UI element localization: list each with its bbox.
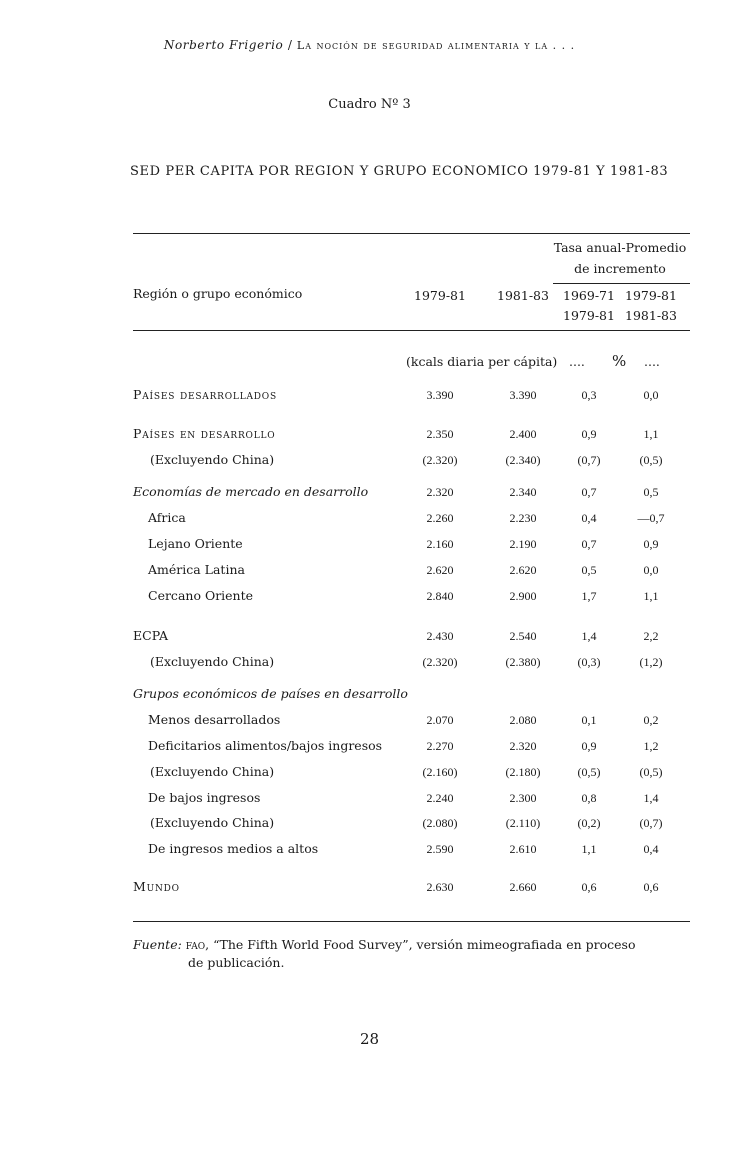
row-value: 3.390 xyxy=(509,388,537,402)
row-value: 1,1 xyxy=(643,589,659,603)
row-label: ECPA xyxy=(133,628,168,643)
row-value: 0,5 xyxy=(581,563,597,577)
row-value: 0,0 xyxy=(643,388,659,402)
row-label: Lejano Oriente xyxy=(148,536,243,551)
row-value: (2.110) xyxy=(505,816,541,830)
row-label: Cercano Oriente xyxy=(148,588,254,603)
row-value: 0,0 xyxy=(643,563,659,577)
row-value: (0,5) xyxy=(639,765,663,779)
row-value: 2.270 xyxy=(426,739,454,753)
row-value: 2.240 xyxy=(426,791,454,805)
row-value: 1,1 xyxy=(643,427,659,441)
row-value: (0,7) xyxy=(639,816,663,830)
row-label: (Excluyendo China) xyxy=(150,452,275,467)
column-header-rate-1-bottom: 1979-81 xyxy=(563,308,615,323)
running-header xyxy=(0,38,739,52)
row-label: (Excluyendo China) xyxy=(150,815,275,830)
row-value: 2.260 xyxy=(426,511,454,525)
row-label: De ingresos medios a altos xyxy=(148,841,319,856)
row-value: 0,4 xyxy=(643,842,659,856)
row-value: 1,7 xyxy=(581,589,597,603)
header-separator: / xyxy=(287,38,293,52)
row-value: 2.590 xyxy=(426,842,454,856)
row-value: 0,9 xyxy=(581,739,597,753)
row-value: (2.160) xyxy=(422,765,458,779)
rate-group-rule xyxy=(553,283,690,284)
row-label: Deficitarios alimentos/bajos ingresos xyxy=(148,738,383,753)
page-number: 28 xyxy=(359,1030,380,1048)
section-heading: Grupos económicos de países en desarrollo xyxy=(133,686,408,701)
row-value: (2.380) xyxy=(505,655,541,669)
column-header-rate-2-bottom: 1981-83 xyxy=(625,308,677,323)
units-dots-right: .... xyxy=(644,354,660,369)
row-label: De bajos ingresos xyxy=(148,790,261,805)
row-value: 2.320 xyxy=(509,739,537,753)
row-value: (0,5) xyxy=(639,453,663,467)
units-percent: % xyxy=(612,352,627,370)
footnote-text-line1: “The Fifth World Food Survey”, versión mimeografiada en proceso xyxy=(213,937,636,952)
row-label: Mundo xyxy=(133,879,180,894)
row-value: 1,4 xyxy=(581,629,597,643)
article-title: La noción de seguridad alimentaria y la . . . xyxy=(296,39,576,52)
source-footnote xyxy=(133,936,693,972)
row-value: 2.300 xyxy=(509,791,537,805)
table-title: SED PER CAPITA POR REGION Y GRUPO ECONOMICO 1979-81 Y 1981-83 xyxy=(130,164,669,179)
row-value: (2.320) xyxy=(422,655,458,669)
row-label: Países en desarrollo xyxy=(133,426,276,441)
row-label: Países desarrollados xyxy=(133,387,277,402)
row-value: 2.350 xyxy=(426,427,454,441)
row-value: 0,7 xyxy=(581,537,597,551)
footnote-text-line2: de publicación. xyxy=(188,955,285,970)
row-value: 2.080 xyxy=(509,713,537,727)
row-value: 0,9 xyxy=(643,537,659,551)
footnote-fao: fao, xyxy=(185,937,210,952)
row-value: 2.070 xyxy=(426,713,454,727)
row-value: 0,6 xyxy=(643,880,659,894)
row-value: (0,2) xyxy=(577,816,601,830)
region-column-header: Región o grupo económico xyxy=(133,286,303,301)
row-value: (0,5) xyxy=(577,765,601,779)
column-header-1981-83: 1981-83 xyxy=(497,288,549,303)
author-name: Norberto Frigerio xyxy=(163,38,284,52)
row-value: 0,6 xyxy=(581,880,597,894)
row-value: 0,1 xyxy=(581,713,597,727)
row-value: (2.080) xyxy=(422,816,458,830)
row-value: 2.660 xyxy=(509,880,537,894)
row-value: 1,1 xyxy=(581,842,597,856)
column-header-1979-81: 1979-81 xyxy=(414,288,466,303)
row-value: 2.320 xyxy=(426,485,454,499)
row-value: 2.190 xyxy=(509,537,537,551)
row-value: 2.160 xyxy=(426,537,454,551)
row-label: Menos desarrollados xyxy=(148,712,281,727)
column-header-rate-1-top: 1969-71 xyxy=(563,288,615,303)
row-value: 2.230 xyxy=(509,511,537,525)
row-value: 0,4 xyxy=(581,511,597,525)
rate-group-header-line1: Tasa anual-Promedio xyxy=(553,240,687,255)
row-value: (0,7) xyxy=(577,453,601,467)
header-bottom-rule xyxy=(133,330,690,331)
row-value: 2.540 xyxy=(509,629,537,643)
row-value: 2.840 xyxy=(426,589,454,603)
table-label: Cuadro Nº 3 xyxy=(328,97,411,112)
row-value: 2.610 xyxy=(509,842,537,856)
table-top-rule xyxy=(133,233,690,234)
table-bottom-rule xyxy=(133,921,690,922)
row-value: 2.340 xyxy=(509,485,537,499)
row-value: 1,2 xyxy=(643,739,659,753)
row-value: 2.620 xyxy=(509,563,537,577)
row-label: (Excluyendo China) xyxy=(150,654,275,669)
row-value: 3.390 xyxy=(426,388,454,402)
rate-group-header-line2: de incremento xyxy=(574,261,666,276)
row-value: 0,2 xyxy=(643,713,659,727)
row-value: (2.340) xyxy=(505,453,541,467)
row-value: —0,7 xyxy=(637,511,665,525)
row-label: (Excluyendo China) xyxy=(150,764,275,779)
row-value: (0,3) xyxy=(577,655,601,669)
row-value: 2.430 xyxy=(426,629,454,643)
units-dots-left: .... xyxy=(569,354,585,369)
row-value: 0,5 xyxy=(643,485,659,499)
row-value: 2.620 xyxy=(426,563,454,577)
row-label: América Latina xyxy=(148,562,245,577)
units-kcal: (kcals diaria per cápita) xyxy=(406,354,558,369)
row-label: Economías de mercado en desarrollo xyxy=(133,484,369,499)
row-value: 2.900 xyxy=(509,589,537,603)
row-value: 0,8 xyxy=(581,791,597,805)
row-value: 2,2 xyxy=(643,629,659,643)
footnote-source-label: Fuente: xyxy=(133,937,182,952)
column-header-rate-2-top: 1979-81 xyxy=(625,288,677,303)
row-value: 0,9 xyxy=(581,427,597,441)
row-value: (2.180) xyxy=(505,765,541,779)
row-value: (2.320) xyxy=(422,453,458,467)
row-value: 1,4 xyxy=(643,791,659,805)
row-value: 0,7 xyxy=(581,485,597,499)
row-label: Africa xyxy=(148,510,186,525)
row-value: 0,3 xyxy=(581,388,597,402)
row-value: 2.400 xyxy=(509,427,537,441)
row-value: 2.630 xyxy=(426,880,454,894)
row-value: (1,2) xyxy=(639,655,663,669)
